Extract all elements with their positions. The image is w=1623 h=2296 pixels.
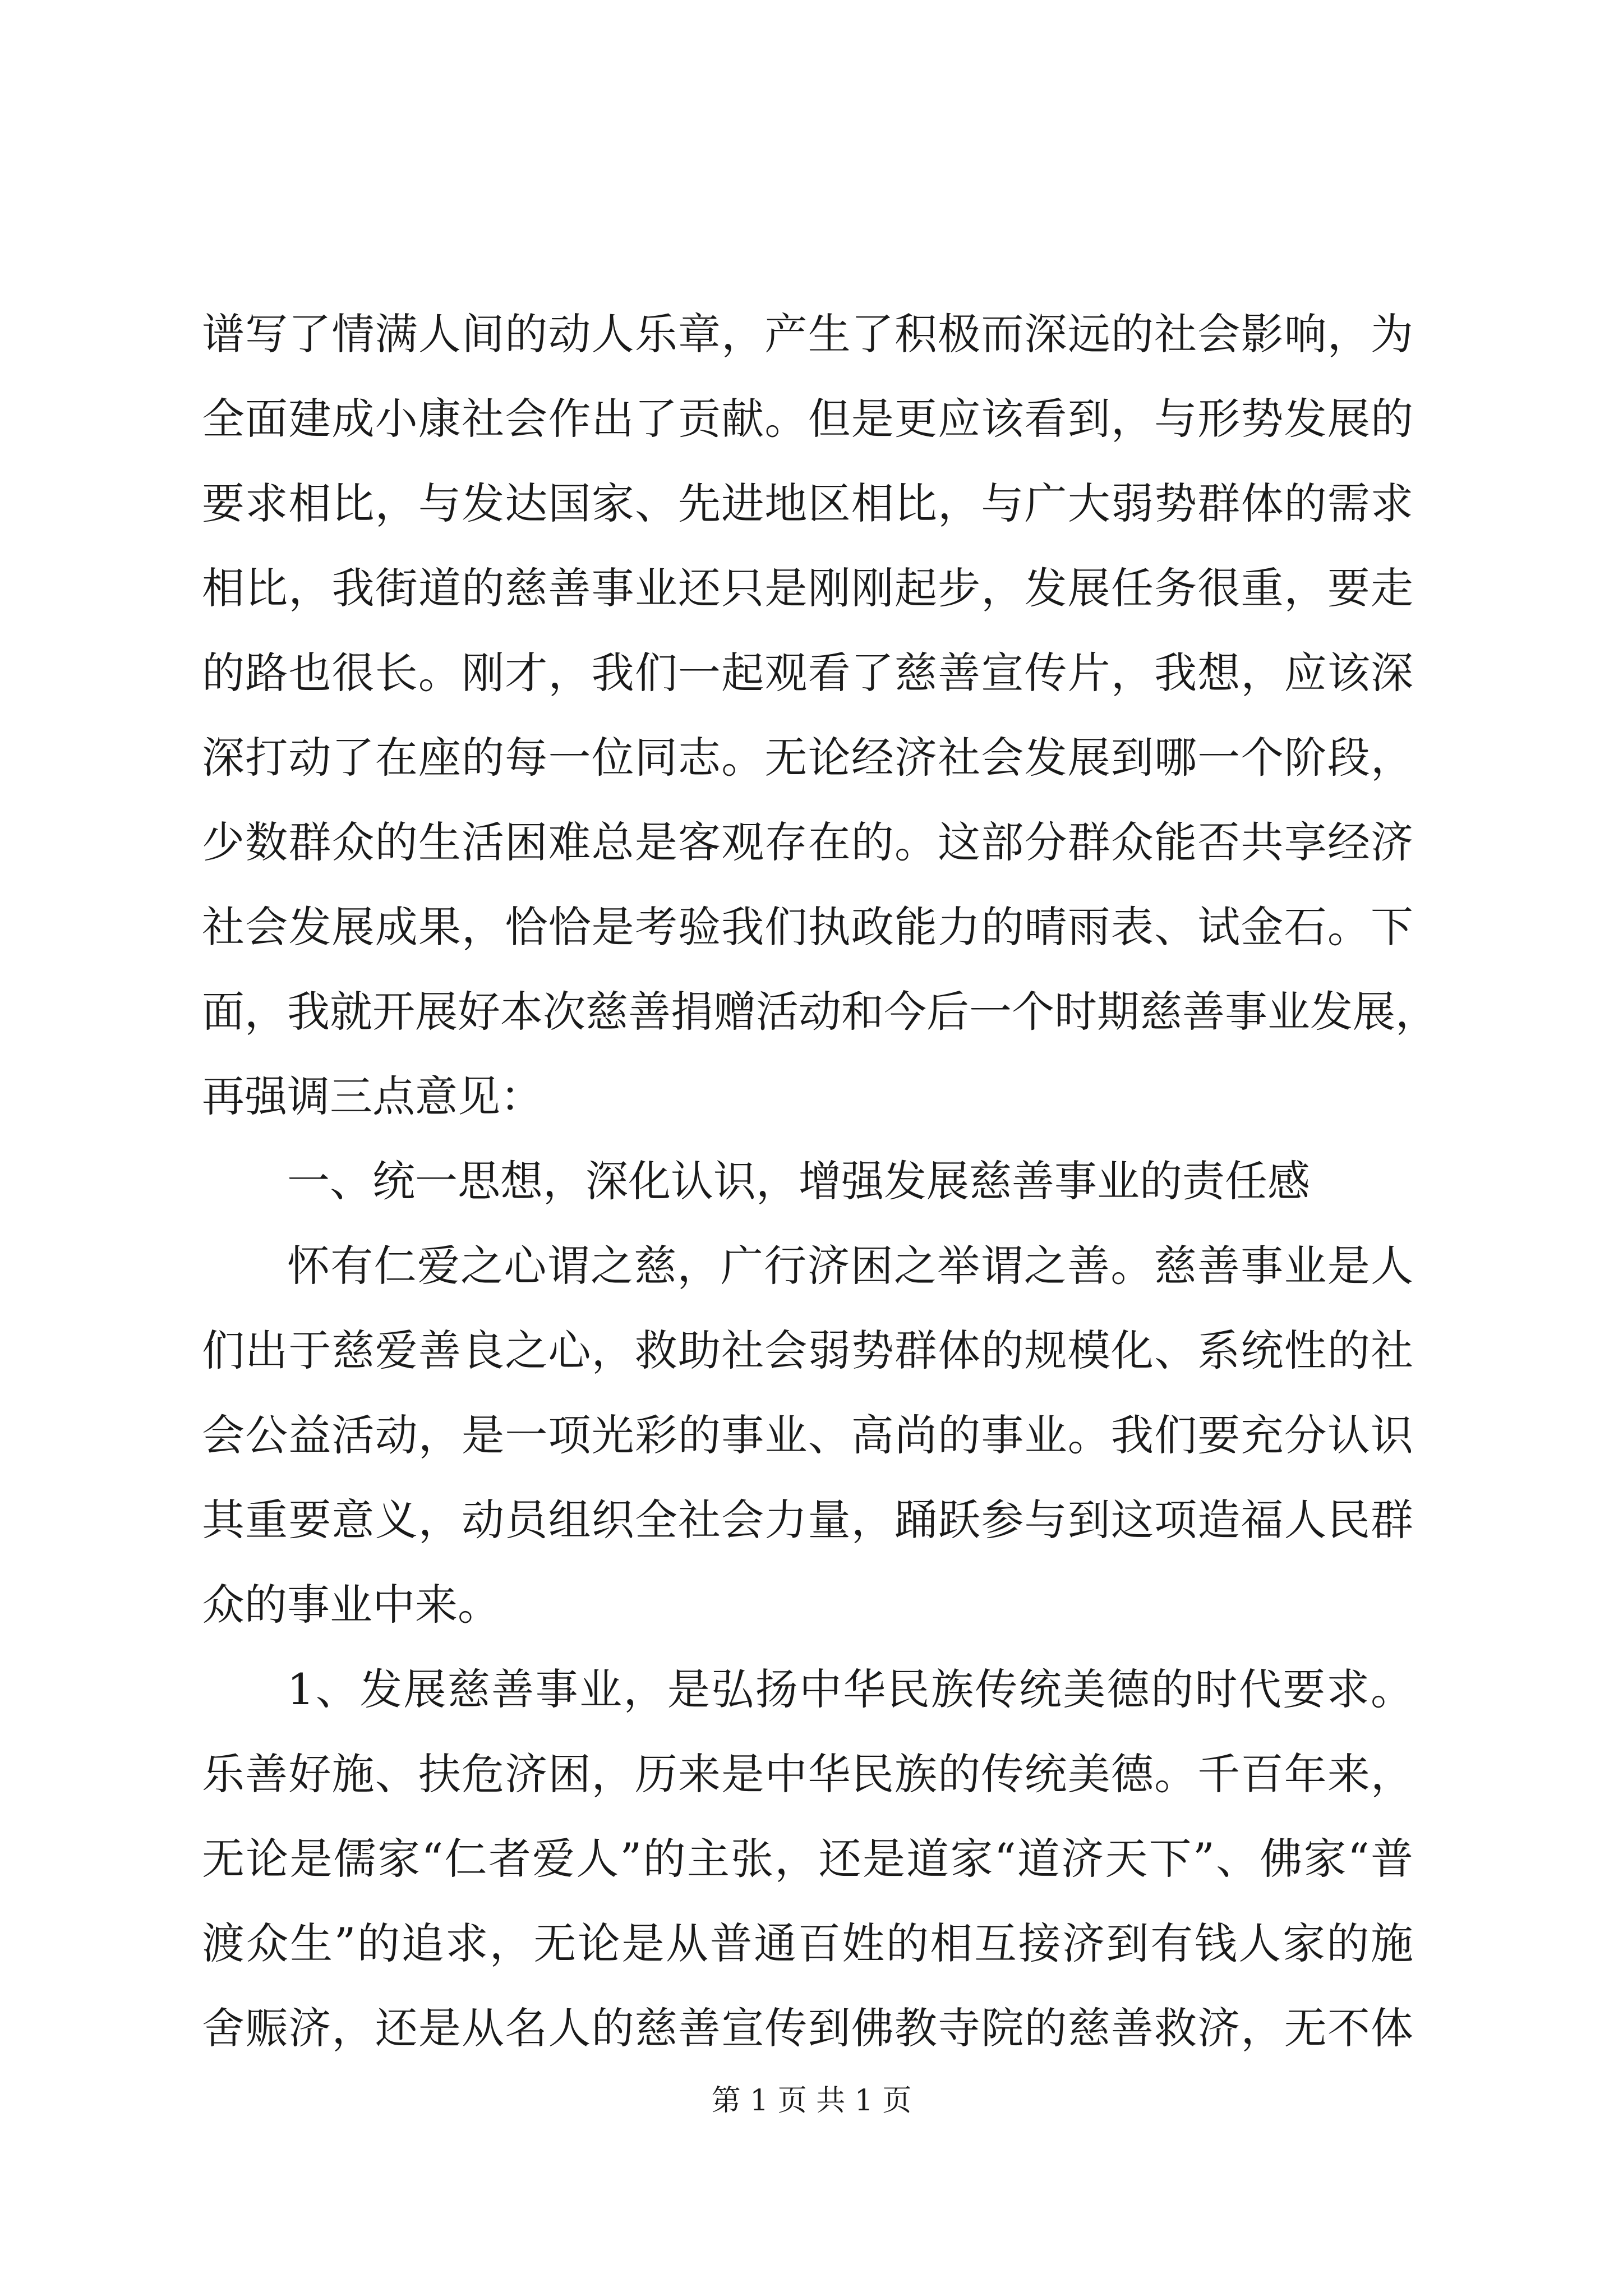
text-line: 众的事业中来。 [202, 1580, 500, 1630]
text-line: 少数群众的生活困难总是客观存在的。这部分群众能否共享经济 [202, 817, 1413, 867]
text-line: 深打动了在座的每一位同志。无论经济社会发展到哪一个阶段， [202, 733, 1413, 783]
text-line: 们出于慈爱善良之心，救助社会弱势群体的规模化、系统性的社 [202, 1326, 1413, 1375]
text-line: 怀有仁爱之心谓之慈，广行济困之举谓之善。慈善事业是人 [287, 1241, 1413, 1291]
document-body [202, 292, 1438, 2070]
text-line: 渡众生”的追求，无论是从普通百姓的相互接济到有钱人家的施 [202, 1918, 1413, 1968]
text-line: 无论是儒家“仁者爱人”的主张，还是道家“道济天下”、佛家“普 [202, 1834, 1413, 1884]
text-line: 面，我就开展好本次慈善捐赠活动和今后一个时期慈善事业发展， [202, 987, 1438, 1037]
text-line: 1、发展慈善事业，是弘扬中华民族传统美德的时代要求。 [287, 1664, 1413, 1714]
text-line: 相比，我街道的慈善事业还只是刚刚起步，发展任务很重，要走 [202, 563, 1413, 613]
text-line: 全面建成小康社会作出了贡献。但是更应该看到，与形势发展的 [202, 394, 1413, 444]
text-line: 舍赈济，还是从名人的慈善宣传到佛教寺院的慈善救济，无不体 [202, 2003, 1413, 2053]
text-line: 乐善好施、扶危济困，历来是中华民族的传统美德。千百年来， [202, 1749, 1413, 1799]
text-line: 要求相比，与发达国家、先进地区相比，与广大弱势群体的需求 [202, 478, 1413, 528]
page-footer: 第 1 页 共 1 页 [711, 2084, 912, 2118]
text-line: 谱写了情满人间的动人乐章，产生了积极而深远的社会影响，为 [202, 309, 1413, 359]
section-heading: 一、统一思想，深化认识，增强发展慈善事业的责任感 [287, 1156, 1310, 1206]
text-line: 的路也很长。刚才，我们一起观看了慈善宣传片，我想，应该深 [202, 648, 1413, 698]
text-line: 社会发展成果，恰恰是考验我们执政能力的晴雨表、试金石。下 [202, 902, 1413, 952]
text-line: 会公益活动，是一项光彩的事业、高尚的事业。我们要充分认识 [202, 1410, 1413, 1460]
text-line: 其重要意义，动员组织全社会力量，踊跃参与到这项造福人民群 [202, 1495, 1413, 1545]
text-line: 再强调三点意见： [202, 1071, 543, 1121]
